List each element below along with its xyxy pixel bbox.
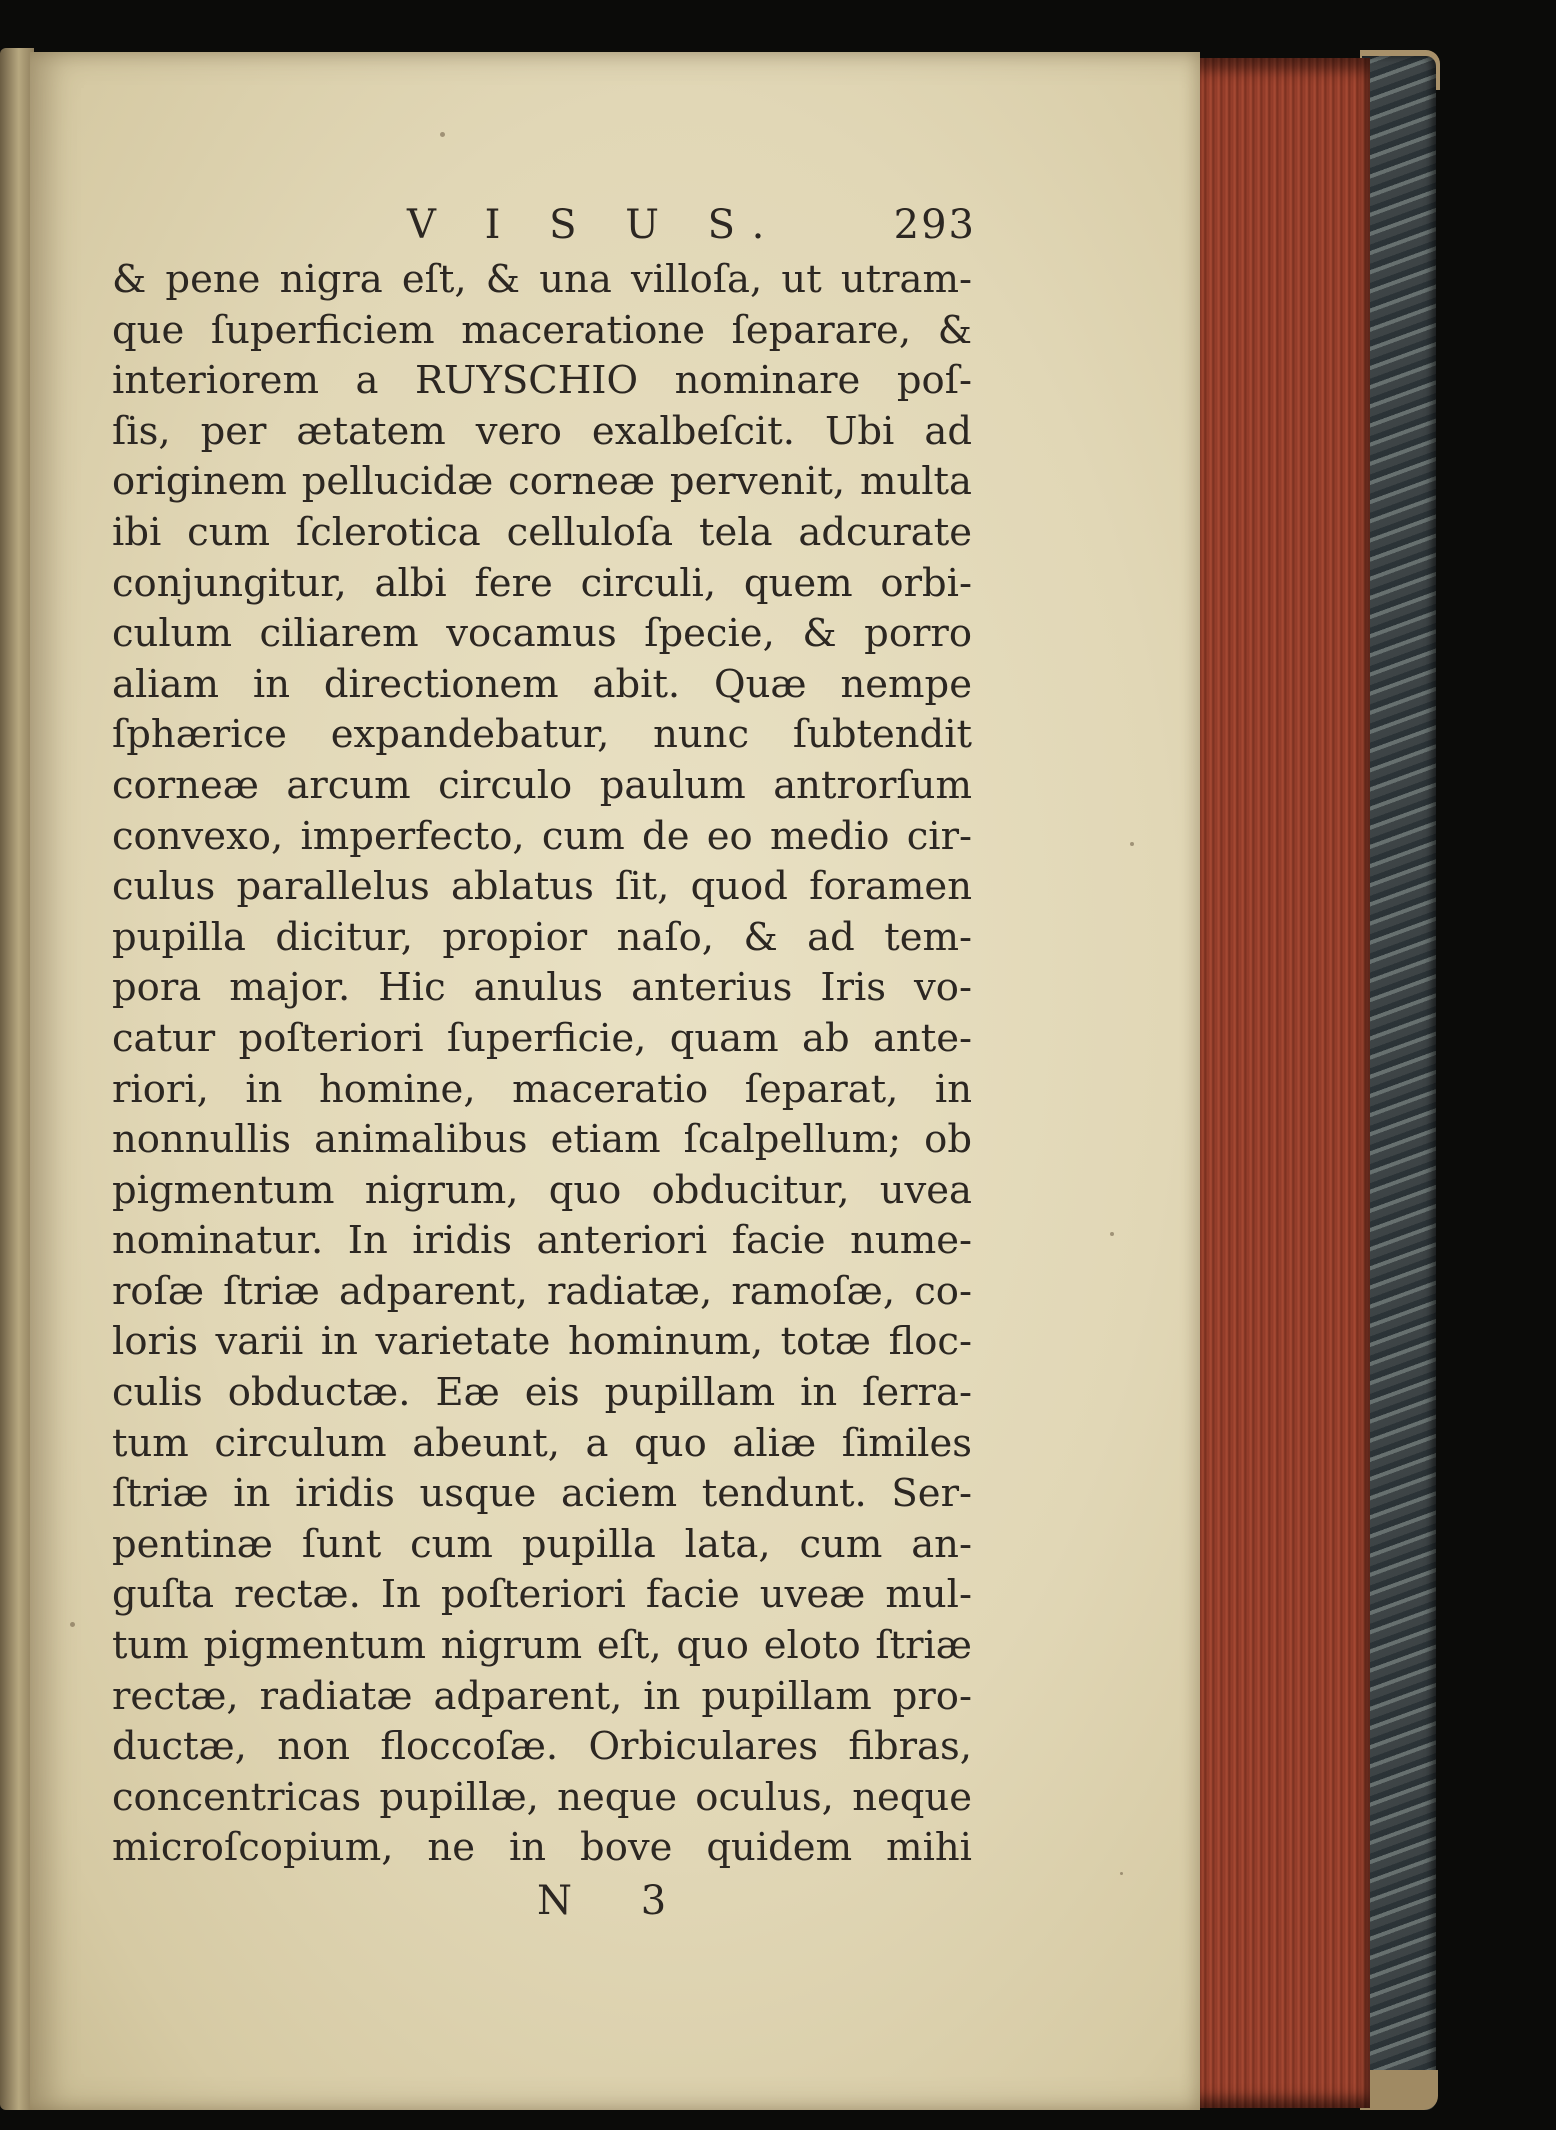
red-fore-edge [1192,58,1370,2108]
body-text [112,255,972,1874]
text-line: & pene nigra eſt, & una villoſa, ut utram- [112,257,972,302]
text-line: roſæ ſtriæ adparent, radiatæ, ramoſæ, co- [112,1268,972,1314]
running-title: V I S U S. [407,202,783,248]
text-line: pora major. Hic anulus anterius Iris vo- [112,965,972,1011]
text-line: tum pigmentum nigrum eſt, quo eloto ſtriæ [112,1623,972,1669]
page-text-block [112,195,976,1928]
left-page-edge [0,48,34,2110]
page-number: 293 [893,202,976,248]
text-line: catur poſteriori ſuperficie, quam ab ante- [112,1015,972,1061]
text-line: guſta rectæ. In poſteriori facie uveæ mul- [112,1572,972,1618]
text-line: nonnullis animalibus etiam ſcalpellum; ob [112,1117,972,1163]
text-line: ſis, per ætatem vero exalbeſcit. Ubi ad [112,408,972,454]
text-line: culis obductæ. Eæ eis pupillam in ſerra- [112,1370,972,1416]
text-line: loris varii in varietate hominum, totæ floc- [112,1319,972,1365]
text-line: pentinæ ſunt cum pupilla lata, cum an- [112,1521,972,1567]
text-line: pigmentum nigrum, quo obducitur, uvea [112,1167,972,1213]
text-line: nominatur. In iridis anteriori facie nume- [112,1218,972,1264]
text-line: conjungitur, albi fere circuli, quem orbi- [112,560,972,606]
signature-text: N 3 [537,1878,695,1924]
marbled-back-cover [1362,56,1436,2110]
text-line: ſtriæ in iridis usque aciem tendunt. Ser- [112,1471,972,1517]
cover-bottom-corner [1360,2070,1438,2110]
text-line: convexo, imperfecto, cum de eo medio cir- [112,813,972,859]
signature-mark [112,1874,972,1928]
text-line: culus parallelus ablatus ſit, quod foramen [112,864,972,910]
text-line: corneæ arcum circulo paulum antrorſum [112,762,972,808]
text-line: ibi cum ſclerotica celluloſa tela adcurate [112,509,972,555]
text-line: riori, in homine, maceratio ſeparat, in [112,1066,972,1112]
text-line: concentricas pupillæ, neque oculus, neque [112,1774,972,1820]
running-head [112,195,976,255]
text-line: pupilla dicitur, propior naſo, & ad tem- [112,914,972,960]
text-line: aliam in directionem abit. Quæ nempe [112,661,972,707]
text-line: culum ciliarem vocamus ſpecie, & porro [112,611,972,657]
text-line: interiorem a RUYSCHIO nominare poſ- [112,358,972,404]
text-line: ductæ, non floccoſæ. Orbiculares fibras, [112,1724,972,1770]
text-line: tum circulum abeunt, a quo aliæ ſimiles [112,1420,972,1466]
text-line: rectæ, radiatæ adparent, in pupillam pro- [112,1673,972,1719]
text-line: microſcopium, ne in bove quidem mihi [112,1825,972,1871]
text-line: que ſuperficiem maceratione ſeparare, & [112,307,972,353]
text-line: originem pellucidæ corneæ pervenit, multa [112,459,972,505]
text-line: ſphærice expandebatur, nunc ſubtendit [112,712,972,758]
